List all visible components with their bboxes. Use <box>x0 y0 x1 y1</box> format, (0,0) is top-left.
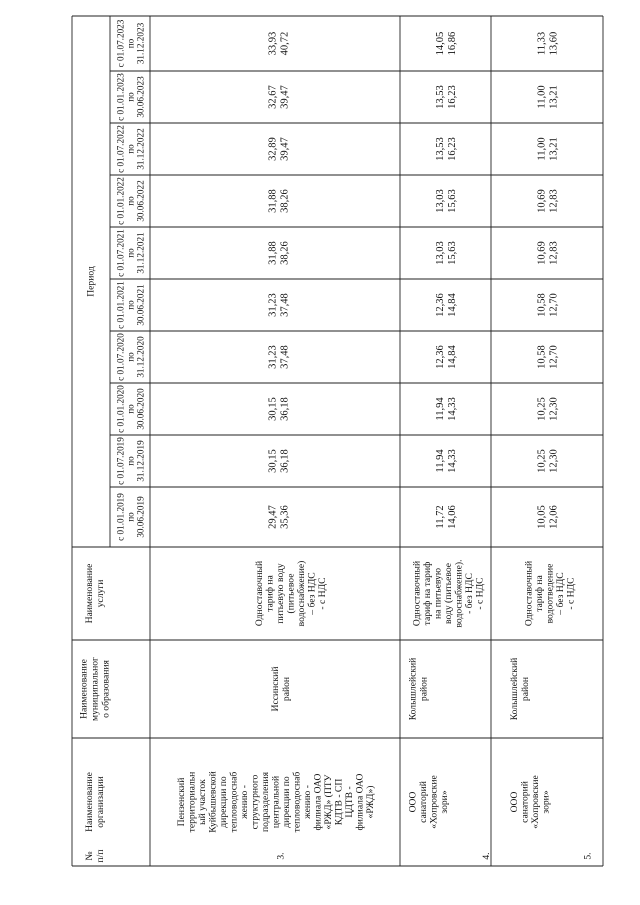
period-date-header: с 01.01.2020по30.06.2020 <box>115 385 146 433</box>
period-date-header: с 01.01.2021по30.06.2021 <box>115 281 146 329</box>
tariff-value: 31,8838,26 <box>267 241 291 265</box>
tariff-value: 10,6912,83 <box>536 241 560 265</box>
tariff-value: 10,2512,30 <box>536 449 560 473</box>
tariff-value: 31,2337,48 <box>267 293 291 317</box>
service-name: Одноставочныйтариф напитьевую воду(питьевоеводоснабжение)– без НДС- с НДС <box>254 560 328 627</box>
organization-name: ОООсанаторий«Хопровскиезори» <box>407 775 450 829</box>
tariff-value: 11,7214,06 <box>435 505 458 529</box>
row-number: 3. <box>275 852 287 860</box>
tariff-value: 11,9414,33 <box>435 449 458 473</box>
period-date-header: с 01.01.2022по30.06.2022 <box>115 177 146 225</box>
tariff-value: 32,8939,47 <box>267 137 291 161</box>
tariff-value: 10,2512,30 <box>536 397 560 421</box>
tariff-value: 13,0315,63 <box>435 241 458 265</box>
header-organization: Наименованиеорганизации <box>84 772 106 832</box>
tariff-value: 13,5316,23 <box>435 85 458 109</box>
tariff-value: 30,1536,18 <box>267 449 291 473</box>
rotated-table-content <box>79 19 594 862</box>
tariff-value: 32,6739,47 <box>267 85 291 109</box>
tariff-value: 10,5812,70 <box>536 345 560 369</box>
tariff-value: 31,8838,26 <box>267 189 291 213</box>
table-grid <box>72 16 603 866</box>
header-service: Наименованиеуслуги <box>84 563 106 624</box>
row-number: 4. <box>481 852 492 860</box>
period-date-header: с 01.07.2019по31.12.2019 <box>115 437 146 485</box>
period-date-header: с 01.07.2021по31.12.2021 <box>115 229 146 277</box>
tariff-value: 10,0512,06 <box>536 505 560 529</box>
tariff-value: 13,0315,63 <box>435 189 458 213</box>
tariff-value: 10,5812,70 <box>536 293 560 317</box>
tariff-value: 11,0013,21 <box>536 137 560 161</box>
header-period: Период <box>85 266 97 297</box>
period-date-header: с 01.01.2023по30.06.2023 <box>115 73 146 121</box>
municipality-name: Иссинскийрайон <box>270 666 292 712</box>
period-date-header: с 01.07.2020по31.12.2020 <box>115 333 146 381</box>
organization-name: Пензенскийтерриториальный участокКуйбышевскойдирекции потепловодоснабжению -структурногоподразделенияцентральнойдирекции потепловодоснабжению -филиала ОАО«РЖД» (ПТУКДТВ - СПЦДТВ -филиала ОАО«РЖД») <box>176 771 376 833</box>
tariff-value: 11,0013,21 <box>536 85 560 109</box>
period-date-header: с 01.01.2019по30.06.2019 <box>115 493 146 541</box>
header-municipality: Наименованиемуниципального образования <box>78 657 112 721</box>
tariff-value: 13,5316,23 <box>435 137 458 161</box>
tariff-value: 30,1536,18 <box>267 397 291 421</box>
service-name: Одноставочныйтариф на тарифна питьевуюводу (питьевоеводоснабжение).- без НДС- с НДС <box>411 559 486 628</box>
service-name: Одноставочныйтариф наводоотведение– без НДС- с НДС <box>523 560 577 627</box>
tariff-value: 11,3313,60 <box>536 31 560 56</box>
header-number: №п/п <box>84 849 106 863</box>
organization-name: ОООсанаторий«Хопровскиезори» <box>508 775 552 829</box>
tariff-value: 31,2337,48 <box>267 345 291 369</box>
tariff-value: 10,6912,83 <box>536 189 560 213</box>
tariff-value: 29,4735,36 <box>267 505 291 529</box>
row-number: 5. <box>582 852 594 860</box>
tariff-value: 12,3614,84 <box>435 345 458 369</box>
tariff-value: 33,9340,72 <box>267 31 291 56</box>
period-date-header: с 01.07.2023по31.12.2023 <box>115 19 146 68</box>
period-date-header: с 01.07.2022по31.12.2022 <box>115 125 146 173</box>
municipality-name: Колышлейскийрайон <box>509 657 531 721</box>
tariff-value: 11,9414,33 <box>435 397 458 421</box>
tariff-value: 14,0516,86 <box>435 31 458 56</box>
tariff-value: 12,3614,84 <box>435 293 458 317</box>
municipality-name: Колышлейскийрайон <box>407 657 430 721</box>
